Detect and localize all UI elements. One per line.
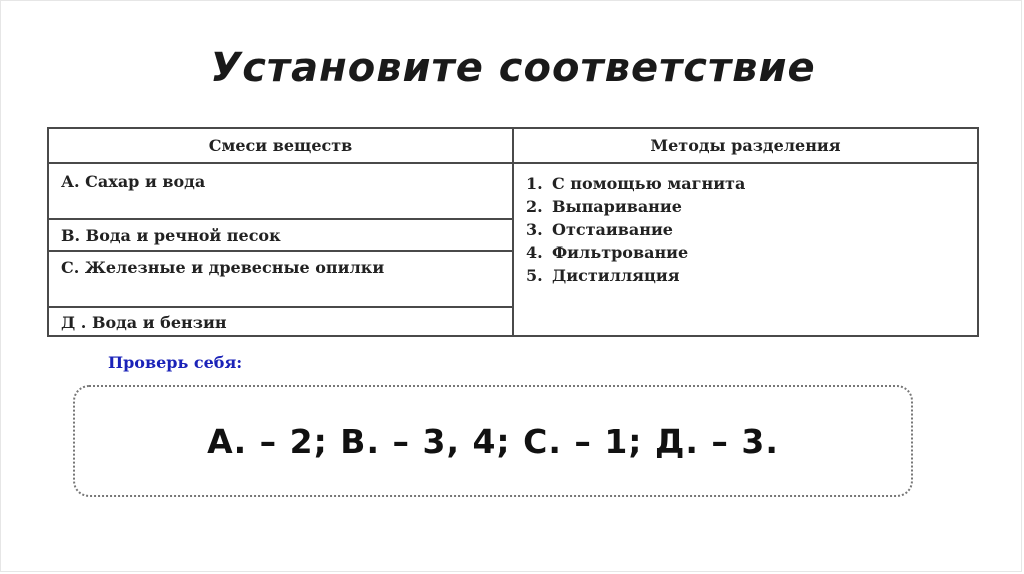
method-number: 5.	[526, 266, 543, 285]
method-number: 1.	[526, 174, 543, 193]
method-number: 4.	[526, 243, 543, 262]
method-item	[526, 195, 977, 218]
mixtures-header: Смеси веществ	[49, 129, 512, 164]
method-item	[526, 218, 977, 241]
method-number: 2.	[526, 197, 543, 216]
method-item	[526, 241, 977, 264]
method-label: Выпаривание	[552, 197, 682, 216]
method-label: Фильтрование	[552, 243, 689, 262]
mixtures-column	[49, 129, 514, 335]
check-yourself-label: Проверь себя:	[108, 353, 243, 372]
mixture-row-b: В. Вода и речной песок	[49, 220, 512, 252]
methods-header: Методы разделения	[514, 129, 977, 164]
method-label: С помощью магнита	[552, 174, 746, 193]
slide-title: Установите соответствие	[210, 45, 816, 91]
matching-table	[47, 127, 979, 337]
answer-box	[73, 385, 913, 497]
method-number: 3.	[526, 220, 543, 239]
methods-list	[514, 164, 977, 287]
method-item	[526, 172, 977, 195]
answer-text: А. – 2; В. – 3, 4; С. – 1; Д. – 3.	[207, 422, 779, 461]
methods-column	[514, 129, 977, 335]
mixture-row-a: А. Сахар и вода	[49, 164, 512, 220]
mixture-row-c: С. Железные и древесные опилки	[49, 252, 512, 308]
mixture-row-d: Д . Вода и бензин	[61, 313, 227, 332]
method-label: Отстаивание	[552, 220, 673, 239]
method-label: Дистилляция	[552, 266, 680, 285]
method-item	[526, 264, 977, 287]
